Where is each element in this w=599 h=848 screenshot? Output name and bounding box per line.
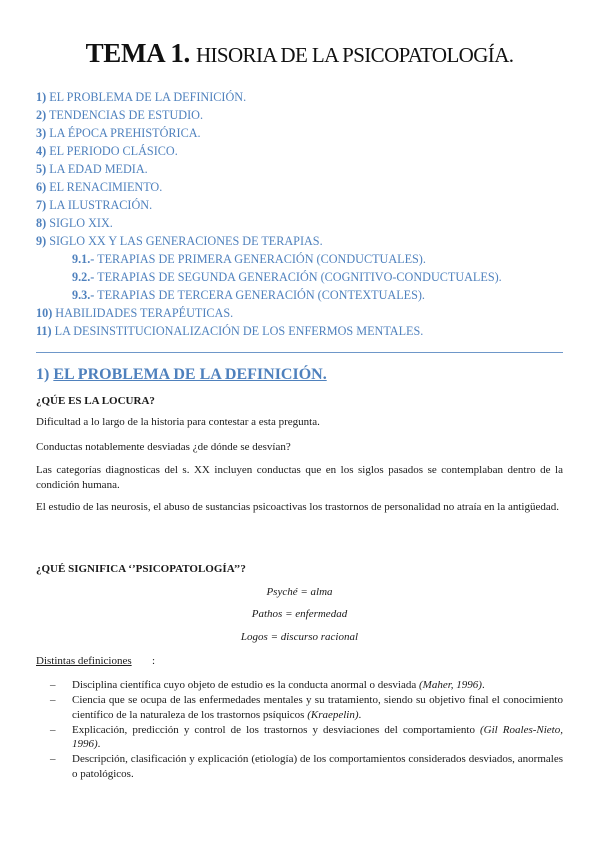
definitions-label: Distintas definiciones [36,655,132,667]
list-item: – Disciplina científica cuyo objeto de estudio es la conducta anormal o desviada (Maher, 1996). [50,679,485,691]
paragraph: Conductas notablemente desviadas ¿de dónde se desvían? [36,441,291,453]
etymology-line: Logos = discurso racional [240,631,359,643]
section-heading: 1) EL PROBLEMA DE LA DEFINICIÓN. [36,366,327,383]
toc-item[interactable]: 1) EL PROBLEMA DE LA DEFINICIÓN. [36,90,247,104]
title-text: HISORIA DE LA PSICOPATOLOGÍA. [195,43,514,67]
list-item: – Explicación, predicción y control de los trastornos y desviaciones del comportamiento (Gil Roales-Nieto, 1996). [50,723,563,750]
title-number: TEMA 1. [85,38,190,68]
toc-item[interactable]: 6) EL RENACIMIENTO. [36,180,163,194]
document-title [0,38,599,70]
etymology-line: Psyché = alma [266,586,333,598]
document-page: TEMA 1. HISORIA DE LA PSICOPATOLOGÍA. 1) EL PROBLEMA DE LA DEFINICIÓN. 2) TENDENCIAS DE ESTUDIO. 3) LA ÉPOCA PREHISTÓRICA. 4) EL PERIODO CLÁSICO. 5) LA EDAD MEDIA. 6) EL RENACIMIENTO. 7) LA ILUSTRACIÓN. 8) SIGLO XIX. 9) SIGLO XX Y LAS GENERACIONES DE TERAPIAS. 9.1.- TERAPIAS DE PRIMERA GENERACIÓN (CONDUCTUALES). 9.2.- TERAPIAS DE SEGUNDA GENERACIÓN (COGNITIVO-CONDUCTUALES). 9.3.- TERAPIAS DE TERCERA GENERACIÓN (CONTEXTUALES). 10) HABILIDADES TERAPÉUTICAS. 11) LA DESINSTITUCIONALIZACIÓN DE LOS ENFERMOS MENTALES. 1) EL PROBLEMA DE LA DEFINICIÓN. ¿QÚE ES LA LOCURA? Dificultad a lo largo de la historia para contestar a esta pregunta. Conductas notablemente desviadas ¿de dónde se desvían? Las categorías diagnosticas del s. XX incluyen conductas que en los siglos pasados se contemplaban dentro de la condición humana. El estudio de las neurosis, el abuso de sustancias psicoactivas los trastornos de personalidad no atraía en la antigüedad. ¿QUÉ SIGNIFICA ‘’PSICOPATOLOGÍA’’? Psyché = alma Pathos = enfermedad Logos = discurso racional Distintas definiciones : – Disciplina científica cuyo objeto de estudio es la conducta anormal o desviada (Maher, 1996). – Ciencia que se ocupa de las enfermedades mentales y su tratamiento, siendo su objetivo final el conocimiento científico de la naturaleza de los trastornos psíquicos (Kraepelin). – Explicación, predicción y control de los trastornos y desviaciones del comportamiento (Gil Roales-Nieto, 1996). – Descripción, clasificación y explicación (etiología) de los comportamientos considerados desviados, anormales o patológicos. [0,0,599,848]
toc-subitem[interactable]: 9.2.- TERAPIAS DE SEGUNDA GENERACIÓN (COGNITIVO-CONDUCTUALES). [72,270,502,284]
toc-item[interactable]: 5) LA EDAD MEDIA. [36,162,148,176]
section-divider [36,352,563,353]
list-item: – Ciencia que se ocupa de las enfermedades mentales y su tratamiento, siendo su objetivo final el conocimiento científico de la naturaleza de los trastornos psíquicos (Kraepelin). [50,694,563,721]
list-item: – Descripción, clasificación y explicación (etiología) de los comportamientos considerados desviados, anormales o patológicos. [50,753,563,780]
definitions-list [36,678,563,782]
toc-item[interactable]: 11) LA DESINSTITUCIONALIZACIÓN DE LOS ENFERMOS MENTALES. [36,324,424,338]
paragraph: Dificultad a lo largo de la historia para contestar a esta pregunta. [36,416,320,428]
etymology-line: Pathos = enfermedad [251,608,348,620]
toc-subitem[interactable]: 9.1.- TERAPIAS DE PRIMERA GENERACIÓN (CONDUCTUALES). [72,252,426,266]
toc-item[interactable]: 2) TENDENCIAS DE ESTUDIO. [36,108,204,122]
toc-item[interactable]: 4) EL PERIODO CLÁSICO. [36,144,178,158]
toc-item[interactable]: 3) LA ÉPOCA PREHISTÓRICA. [36,126,201,140]
table-of-contents [36,88,566,340]
question-heading: ¿QÚE ES LA LOCURA? [36,395,155,407]
toc-item[interactable]: 10) HABILIDADES TERAPÉUTICAS. [36,306,234,320]
toc-item[interactable]: 7) LA ILUSTRACIÓN. [36,198,153,212]
paragraph: Las categorías diagnosticas del s. XX incluyen conductas que en los siglos pasados se contemplaban dentro de la condición humana. [36,464,563,491]
toc-item[interactable]: 9) SIGLO XX Y LAS GENERACIONES DE TERAPIAS. [36,234,323,248]
toc-item[interactable]: 8) SIGLO XIX. [36,216,113,230]
question-heading: ¿QUÉ SIGNIFICA ‘’PSICOPATOLOGÍA’’? [36,563,246,575]
paragraph: El estudio de las neurosis, el abuso de sustancias psicoactivas los trastornos de personalidad no atraía en la antigüedad. [36,501,559,513]
toc-subitem[interactable]: 9.3.- TERAPIAS DE TERCERA GENERACIÓN (CONTEXTUALES). [72,288,425,302]
